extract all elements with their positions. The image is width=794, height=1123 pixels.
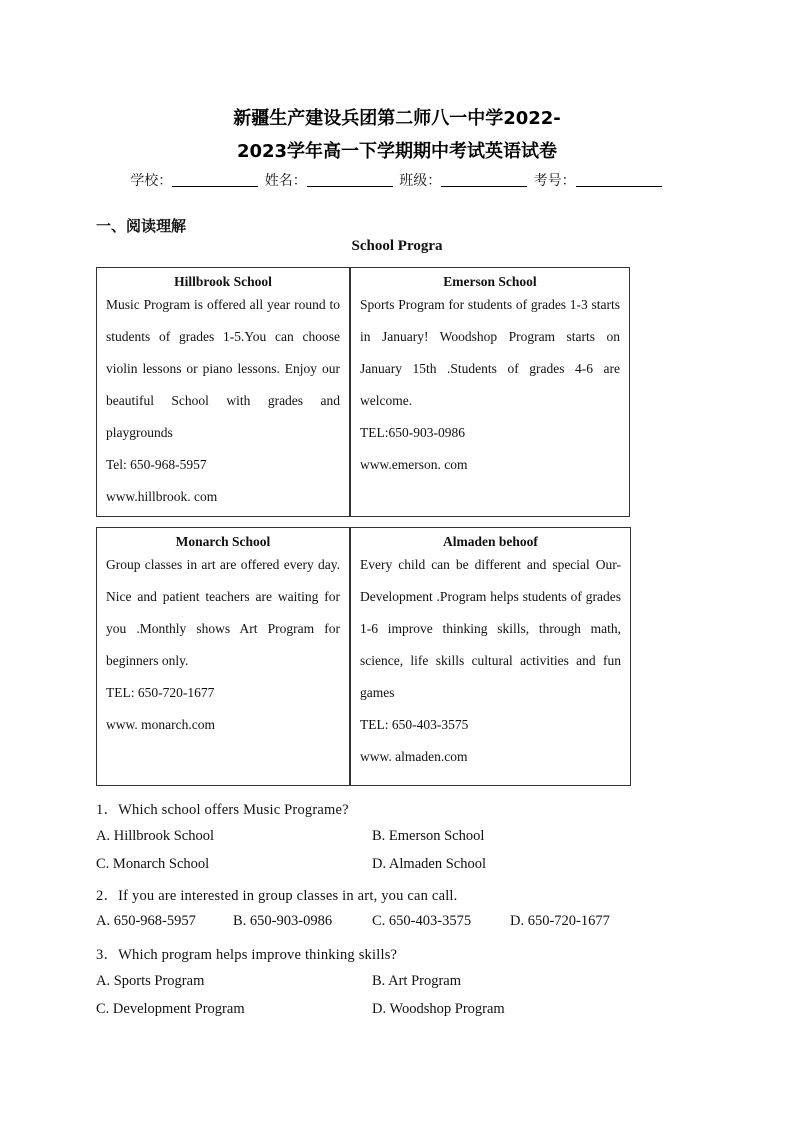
question-2-option-a[interactable]: A. 650-968-5957 [96, 913, 196, 929]
school-field-blank[interactable] [172, 172, 258, 187]
school-name: Almaden behoof [443, 534, 538, 549]
question-1-option-c[interactable]: C. Monarch School [96, 856, 210, 872]
passage-title: School Progra [351, 238, 443, 254]
school-box-emerson [350, 267, 630, 517]
school-website: www.hillbrook. com [106, 489, 218, 504]
question-1-option-d[interactable]: D. Almaden School [372, 856, 486, 872]
question-1-option-a[interactable]: A. Hillbrook School [96, 828, 215, 844]
school-phone: TEL: 650-720-1677 [106, 685, 215, 700]
name-field-blank[interactable] [307, 172, 393, 187]
school-name: Emerson School [443, 274, 537, 289]
school-website: www. monarch.com [106, 717, 215, 732]
exam-title-line-1: 新疆生产建设兵团第二师八一中学2022- [233, 108, 561, 129]
question-2-option-b[interactable]: B. 650-903-0986 [233, 913, 333, 929]
question-3-option-c[interactable]: C. Development Program [96, 1001, 245, 1017]
question-1-stem: 1．Which school offers Music Programe? [96, 802, 349, 818]
name-field-label: 姓名： [264, 173, 307, 189]
question-3-option-a[interactable]: A. Sports Program [96, 973, 205, 989]
question-2-stem: 2．If you are interested in group classes in art, you can call. [96, 888, 458, 904]
school-website: www.emerson. com [360, 457, 468, 472]
section-heading: 一、阅读理解 [96, 217, 187, 235]
class-field-label: 班级： [399, 173, 442, 189]
school-description: Sports Program for students of grades 1-3 starts in January! Woodshop Program starts on January 15th .Students of grades 4-6 are welcome. [360, 297, 620, 408]
exam-number-field-label: 考号： [533, 173, 576, 189]
school-phone: TEL:650-903-0986 [360, 425, 465, 440]
exam-title-line-2: 2023学年高一下学期期中考试英语试卷 [236, 141, 558, 162]
question-1-option-b[interactable]: B. Emerson School [372, 828, 485, 844]
school-name: Hillbrook School [174, 274, 272, 289]
school-phone: TEL: 650-403-3575 [360, 717, 469, 732]
school-description: Music Program is offered all year round to students of grades 1-5.You can choose violin lessons or piano lessons. Enjoy our beautiful School with grades and playgrounds [106, 297, 340, 440]
school-phone: Tel: 650-968-5957 [106, 457, 207, 472]
school-box-almaden [350, 527, 631, 786]
school-name: Monarch School [175, 534, 271, 549]
class-field-blank[interactable] [441, 172, 527, 187]
question-3-option-d[interactable]: D. Woodshop Program [372, 1001, 505, 1017]
question-3-stem: 3．Which program helps improve thinking skills? [96, 947, 398, 963]
school-description: Every child can be different and special Our-Development .Program helps students of grades 1-6 improve thinking skills, through math, science, life skills cultural activities and fun games [360, 557, 621, 700]
school-description: Group classes in art are offered every day. Nice and patient teachers are waiting for you .Monthly shows Art Program for beginners only. [106, 557, 340, 668]
student-info-fields [0, 170, 794, 190]
question-2-option-c[interactable]: C. 650-403-3575 [372, 913, 472, 929]
question-2-option-d[interactable]: D. 650-720-1677 [510, 913, 610, 929]
exam-number-field-blank[interactable] [576, 172, 662, 187]
school-website: www. almaden.com [360, 749, 468, 764]
school-box-monarch [96, 527, 350, 786]
school-field-label: 学校： [130, 173, 173, 189]
question-3-option-b[interactable]: B. Art Program [372, 973, 462, 989]
school-box-hillbrook [96, 267, 350, 517]
